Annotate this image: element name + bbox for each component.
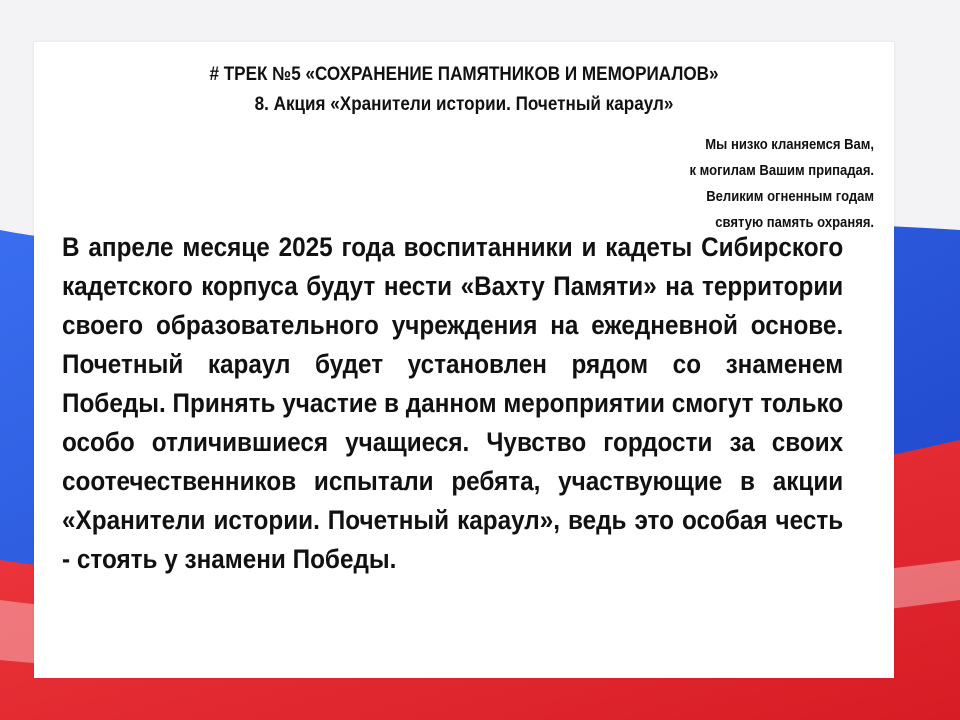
epigraph-line: к могилам Вашим припадая. [689, 163, 874, 179]
body-paragraph: В апреле месяце 2025 года воспитанники и кадеты Сибирского кадетского корпуса будут нести «Вахту Памяти» на территории своего образовательного учреждения на ежедневной основе. Почетный караул будет установлен рядом со знаменем Победы. Принять участие в данном мероприятии смогут только особо отличившиеся учащиеся. Чувство гордости за своих соотечественников испытали ребята, участвующие в акции «Хранители истории. Почетный караул», ведь это особая честь - стоять у знамени Победы. [62, 232, 844, 574]
track-title: # ТРЕК №5 «СОХРАНЕНИЕ ПАМЯТНИКОВ И МЕМОРИАЛОВ» [209, 64, 719, 85]
epigraph-line: Мы низко кланяемся Вам, [705, 137, 874, 153]
slide-heading [77, 60, 851, 120]
action-title: 8. Акция «Хранители истории. Почетный караул» [254, 94, 674, 115]
poem-epigraph [689, 132, 874, 236]
epigraph-line: святую память охраняя. [715, 215, 874, 231]
epigraph-line: Великим огненным годам [706, 189, 874, 205]
